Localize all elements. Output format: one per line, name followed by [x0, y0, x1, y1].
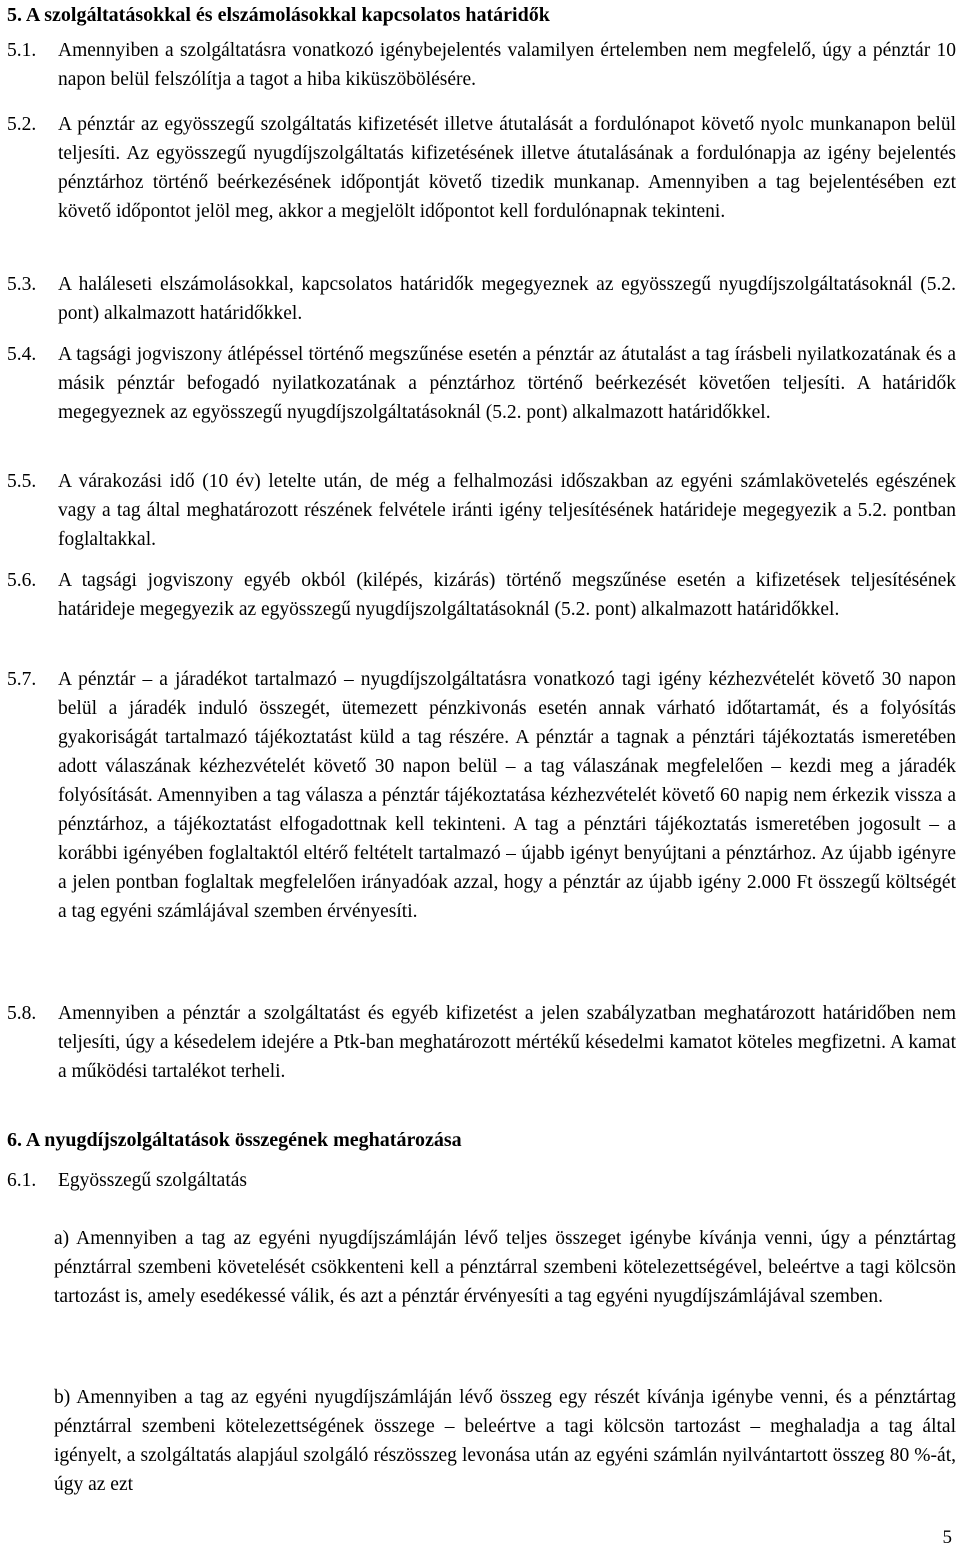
- paragraph-5-4: A tagsági jogviszony átlépéssel történő megszűnése esetén a pénztár az átutalást a tag írásbeli nyilatkozatának és a másik pénztár befogadó nyilatkozatának a pénztárhoz történő beérkezését követően teljesíti. A határidők megegyeznek az egyösszegű nyugdíjszolgáltatásoknál (5.2. pont) alkalmazott határidőkkel.: [58, 344, 956, 423]
- item-number-5-8: 5.8.: [7, 1003, 37, 1024]
- item-number-5-5: 5.5.: [7, 471, 37, 492]
- paragraph-6-1-b: b) Amennyiben a tag az egyéni nyugdíjszámláján lévő összeg egy részét kívánja igénybe venni, és a pénztártag pénztárral szembeni kötelezettségének összege – beleértve a tagi kölcsön tartozást – meghaladja a tag által igényelt, a szolgáltatás alapjául szolgáló részösszeg levonása után az egyéni számlán nyilvántartott összeg 80 %-át, úgy az ezt: [54, 1387, 956, 1495]
- item-number-5-4: 5.4.: [7, 344, 37, 365]
- item-number-6-1: 6.1.: [7, 1170, 37, 1191]
- paragraph-6-1-a: a) Amennyiben a tag az egyéni nyugdíjszámláján lévő teljes összeget igénybe kívánja venni, úgy a pénztártag pénztárral szembeni követelését csökkenteni kell a pénztárral szembeni kötelezettségével, beleértve a tagi kölcsön tartozást is, amely esedékessé válik, és azt a pénztár érvényesíti a tag egyéni nyugdíjszámlájával szemben.: [54, 1228, 956, 1307]
- paragraph-5-7: A pénztár – a járadékot tartalmazó – nyugdíjszolgáltatásra vonatkozó tagi igény kézhezvételét követő 30 napon belül a járadék induló összegét, ütemezett pénzkivonás esetén annak várható időtartamát, és a folyósítás gyakoriságát tartalmazó tájékoztatást küld a tag részére. A pénztár a tagnak a pénztári tájékoztatás ismeretében adott válaszának kézhezvételét követő 30 napon belül – a tag válaszának megfelelően – kezdi meg a járadék folyósítását. Amennyiben a tag válasza a pénztár tájékoztatása kézhezvételét követő 60 napig nem érkezik vissza a pénztárhoz, a tájékoztatást elfogadottnak kell tekinteni. A tag a pénztári tájékoztatás ismeretében jogosult – a korábbi igényében foglaltaktól eltérő feltételt tartalmazó – újabb igényt benyújtani a pénztárhoz. Az újabb igényre a jelen pontban foglaltak megfelelően irányadóak azzal, hogy a pénztár az újabb igény 2.000 Ft összegű költségét a tag egyéni számlájával szemben érvényesíti.: [58, 669, 956, 922]
- subsection-6-1-title: Egyösszegű szolgáltatás: [58, 1170, 247, 1191]
- page-number: 5: [942, 1527, 952, 1548]
- paragraph-5-2: A pénztár az egyösszegű szolgáltatás kifizetését illetve átutalását a fordulónapot követő nyolc munkanapon belül teljesíti. Az egyösszegű nyugdíjszolgáltatás kifizetésének illetve átutalásának a fordulónapja az igény bejelentés pénztárhoz történő beérkezésének időpontját követő tizedik munkanap. Amennyiben a tag bejelentésében ezt követő időpontot jelöl meg, akkor a megjelölt időpontot kell fordulónapnak tekinteni.: [58, 114, 956, 222]
- paragraph-5-3: A haláleseti elszámolásokkal, kapcsolatos határidők megegyeznek az egyösszegű nyugdíjszolgáltatásoknál (5.2. pont) alkalmazott határidőkkel.: [58, 274, 956, 324]
- item-number-5-2: 5.2.: [7, 114, 37, 135]
- paragraph-5-8: Amennyiben a pénztár a szolgáltatást és egyéb kifizetést a jelen szabályzatban meghatározott határidőben nem teljesíti, úgy a késedelem idejére a Ptk-ban meghatározott mértékű késedelmi kamatot köteles megfizetni. A kamat a működési tartalékot terheli.: [58, 1003, 956, 1082]
- item-number-5-3: 5.3.: [7, 274, 37, 295]
- item-number-5-6: 5.6.: [7, 570, 37, 591]
- section-5-heading: 5. A szolgáltatásokkal és elszámolásokkal kapcsolatos határidők: [7, 4, 550, 26]
- item-number-5-1: 5.1.: [7, 40, 37, 61]
- section-6-heading: 6. A nyugdíjszolgáltatások összegének meghatározása: [7, 1129, 462, 1151]
- paragraph-5-6: A tagsági jogviszony egyéb okból (kilépés, kizárás) történő megszűnése esetén a kifizetések teljesítésének határideje megegyezik az egyösszegű nyugdíjszolgáltatásoknál (5.2. pont) alkalmazott határidőkkel.: [58, 570, 956, 620]
- paragraph-5-1: Amennyiben a szolgáltatásra vonatkozó igénybejelentés valamilyen értelemben nem megfelelő, úgy a pénztár 10 napon belül felszólítja a tagot a hiba kiküszöbölésére.: [58, 40, 956, 90]
- item-number-5-7: 5.7.: [7, 669, 37, 690]
- paragraph-5-5: A várakozási idő (10 év) letelte után, de még a felhalmozási időszakban az egyéni számlakövetelés egészének vagy a tag által meghatározott részének felvétele iránti igény teljesítésének határideje megegyezik a 5.2. pontban foglaltakkal.: [58, 471, 956, 550]
